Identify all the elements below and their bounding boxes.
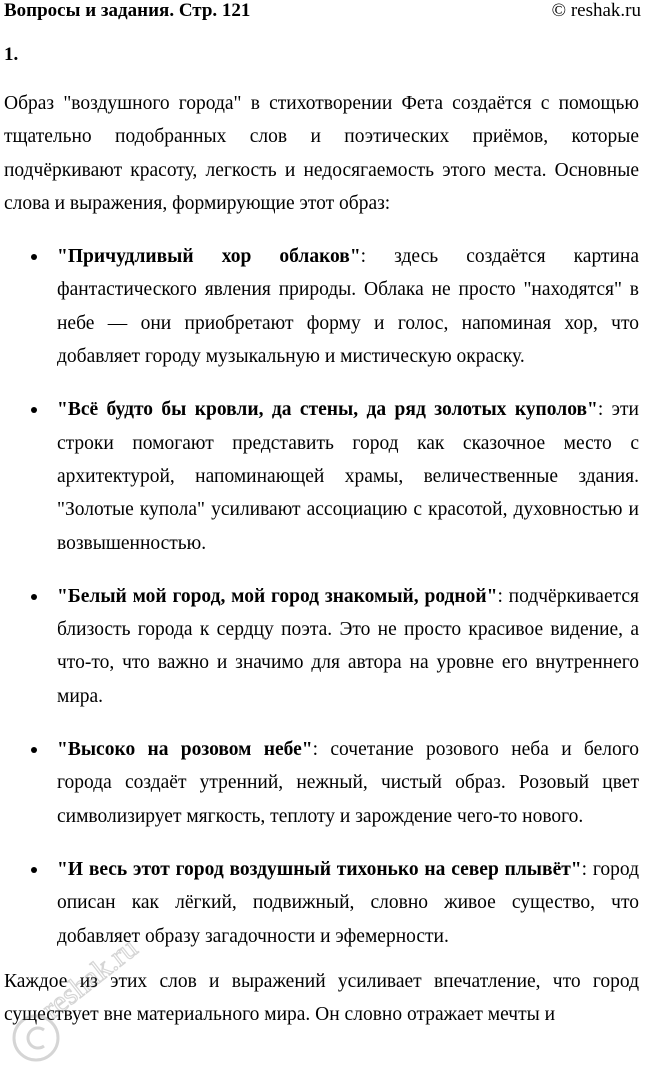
list-item: [4, 733, 639, 833]
list-item: [4, 393, 639, 559]
watermark-text: reshak.ru: [35, 931, 144, 1026]
quote-bold: "Причудливый хор облаков": [57, 246, 361, 268]
quote-explanation: : здесь создаётся картина фантастического явления природы. Облака не просто "находятся" в небе — они приобретают форму и голос, напоминая хор, что добавляет городу музыкальную и мистическую окраску.: [57, 246, 640, 368]
question-number: 1.: [4, 44, 19, 65]
expression-list: [4, 240, 639, 953]
intro-paragraph: Образ "воздушного города" в стихотворении Фета создаётся с помощью тщательно подобранных слов и поэтических приёмов, которые подчёркивают красоту, легкость и недосягаемость этого места. Основные слова и выражения, формирующие этот образ:: [4, 93, 639, 214]
page-header: [4, 0, 641, 26]
conclusion-paragraph: Каждое из этих слов и выражений усиливает впечатление, что город существует вне материального мира. Он словно отражает мечты и: [4, 970, 639, 1026]
answer-body: [4, 87, 639, 1031]
quote-explanation: : сочетание розового неба и белого города создаёт утренний, нежный, чистый образ. Розовый цвет символизирует мягкость, теплоту и зарождение чего-то нового.: [57, 739, 639, 827]
quote-bold: "Белый мой город, мой город знакомый, родной": [57, 585, 498, 607]
quote-bold: "Высоко на розовом небе": [57, 739, 313, 761]
list-item: [4, 580, 639, 713]
section-title: Вопросы и задания. Стр. 121: [4, 0, 251, 21]
site-credit: © reshak.ru: [551, 0, 641, 21]
quote-bold: "Всё будто бы кровли, да стены, да ряд золотых куполов": [57, 399, 598, 421]
quote-bold: "И весь этот город воздушный тихонько на север плывёт": [57, 858, 582, 880]
quote-explanation: : город описан как лёгкий, подвижный, словно живое существо, что добавляет образу загадочности и эфемерности.: [57, 858, 639, 947]
quote-explanation: : подчёркивается близость города к сердцу поэта. Это не просто красивое видение, а что-то, что важно и значимо для автора на уровне его внутреннего мира.: [57, 585, 639, 707]
list-item: [4, 240, 639, 373]
quote-explanation: : эти строки помогают представить город как сказочное место с архитектурой, напоминающей храмы, величественные здания. "Золотые купола" усиливают ассоциацию с красотой, духовностью и возвышенностью.: [57, 399, 639, 554]
list-item: [4, 853, 639, 953]
